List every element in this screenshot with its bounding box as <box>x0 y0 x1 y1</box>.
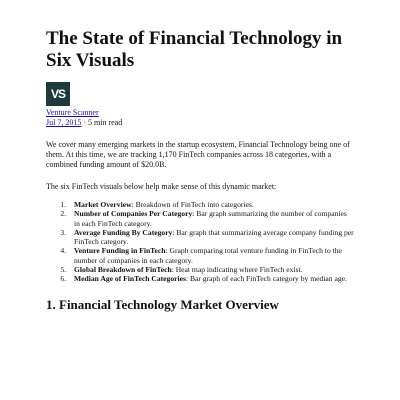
list-item <box>68 246 354 265</box>
list-item-desc: : Bar graph that summarizing average company funding per FinTech category. <box>74 227 354 247</box>
list-item-term: Global Breakdown of FinTech <box>74 265 172 275</box>
section-heading: 1. Financial Technology Market Overview <box>46 296 279 312</box>
list-item <box>68 209 354 228</box>
list-item-desc: : Graph comparing total venture funding in FinTech to the number of companies in each category. <box>74 246 342 265</box>
author-link[interactable]: Venture Scanner <box>46 108 99 117</box>
author-meta <box>46 108 354 128</box>
author-avatar[interactable] <box>46 82 70 106</box>
list-item <box>68 228 354 247</box>
read-time: 5 min read <box>88 118 123 127</box>
avatar-logo-text: VS <box>50 87 65 101</box>
list-item-term: Venture Funding in FinTech <box>74 246 166 256</box>
list-item-desc: : Breakdown of FinTech into categories. <box>131 200 254 209</box>
date-link[interactable]: Jul 7, 2015 <box>46 118 82 127</box>
list-item-term: Market Overview <box>74 200 132 209</box>
visuals-list <box>46 200 354 284</box>
list-item-desc: : Heat map indicating where FinTech exist. <box>171 265 303 275</box>
list-item-term: Average Funding By Category <box>74 227 173 237</box>
article-title: The State of Financial Technology in Six Visuals <box>46 28 343 71</box>
list-item-term: Median Age of FinTech Categories <box>74 274 186 284</box>
list-item-desc: : Bar graph of each FinTech category by median age. <box>185 274 347 284</box>
intro-paragraph: We cover many emerging markets in the startup ecosystem, Financial Technology being one of them. At this time, we are tracking 1,170 FinTech companies across 18 categories, with a combined funding amount of $20.0B. <box>46 140 350 169</box>
list-item-desc: : Bar graph summarizing the number of companies in each FinTech category. <box>74 209 347 228</box>
list-item <box>68 200 354 209</box>
lead-paragraph: The six FinTech visuals below help make sense of this dynamic market: <box>46 182 277 191</box>
list-item-term: Number of Companies Per Category <box>74 209 193 219</box>
list-item <box>68 274 354 283</box>
list-item <box>68 265 354 274</box>
meta-separator: · <box>81 118 89 127</box>
